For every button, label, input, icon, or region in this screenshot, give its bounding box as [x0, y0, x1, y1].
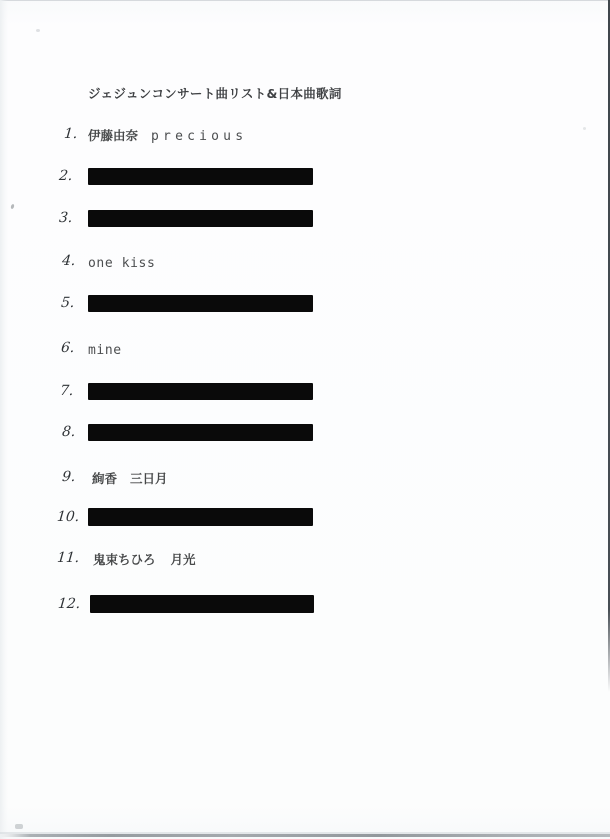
list-item: [0, 508, 610, 526]
scan-edge-left: [0, 0, 8, 839]
artist-name: 鬼束ちひろ: [93, 552, 156, 567]
scan-edge-bottom: [0, 834, 610, 837]
item-number: 9.: [61, 469, 77, 485]
redaction-bar: [88, 424, 313, 441]
list-item: [0, 210, 610, 227]
list-item: [0, 551, 610, 566]
list-item: [0, 127, 610, 142]
item-number: 6.: [60, 340, 76, 356]
redaction-bar: [88, 508, 313, 526]
list-item: [0, 254, 610, 269]
scan-edge-top: [0, 0, 610, 1]
item-number: 4.: [61, 253, 77, 269]
item-number: 5.: [60, 295, 76, 311]
song-title: precious: [151, 129, 248, 144]
redaction-bar: [90, 595, 314, 613]
redaction-bar: [88, 210, 313, 227]
scan-speck: [36, 29, 40, 32]
item-text: [93, 551, 196, 567]
artist-name: 絢香: [92, 471, 118, 486]
list-item: [0, 470, 610, 485]
item-number: 10.: [56, 509, 80, 525]
item-text: [92, 470, 168, 486]
redaction-bar: [88, 295, 313, 312]
item-text: [88, 341, 122, 358]
item-number: 11.: [56, 550, 81, 566]
song-title: 月光: [170, 552, 196, 567]
list-item: [0, 424, 610, 441]
item-number: 1.: [63, 126, 79, 142]
song-title: one kiss: [88, 256, 156, 271]
list-item: [0, 595, 610, 613]
item-number: 8.: [61, 424, 77, 440]
page-title: ジェジュンコンサート曲リスト&日本曲歌詞: [88, 86, 342, 101]
item-number: 7.: [59, 383, 75, 399]
item-number: 2.: [58, 168, 74, 184]
list-item: [0, 383, 610, 400]
item-number: 3.: [58, 210, 74, 226]
redaction-bar: [88, 168, 313, 185]
list-item: [0, 168, 610, 185]
song-title: mine: [88, 343, 122, 358]
item-text: [88, 127, 247, 144]
song-title: 三日月: [130, 471, 168, 486]
list-item: [0, 295, 610, 312]
scan-speck: [10, 204, 14, 210]
redaction-bar: [88, 383, 313, 400]
scan-speck: [15, 824, 23, 829]
list-item: [0, 341, 610, 356]
artist-name: 伊藤由奈: [88, 128, 139, 143]
item-text: [88, 254, 155, 271]
item-number: 12.: [57, 596, 81, 612]
